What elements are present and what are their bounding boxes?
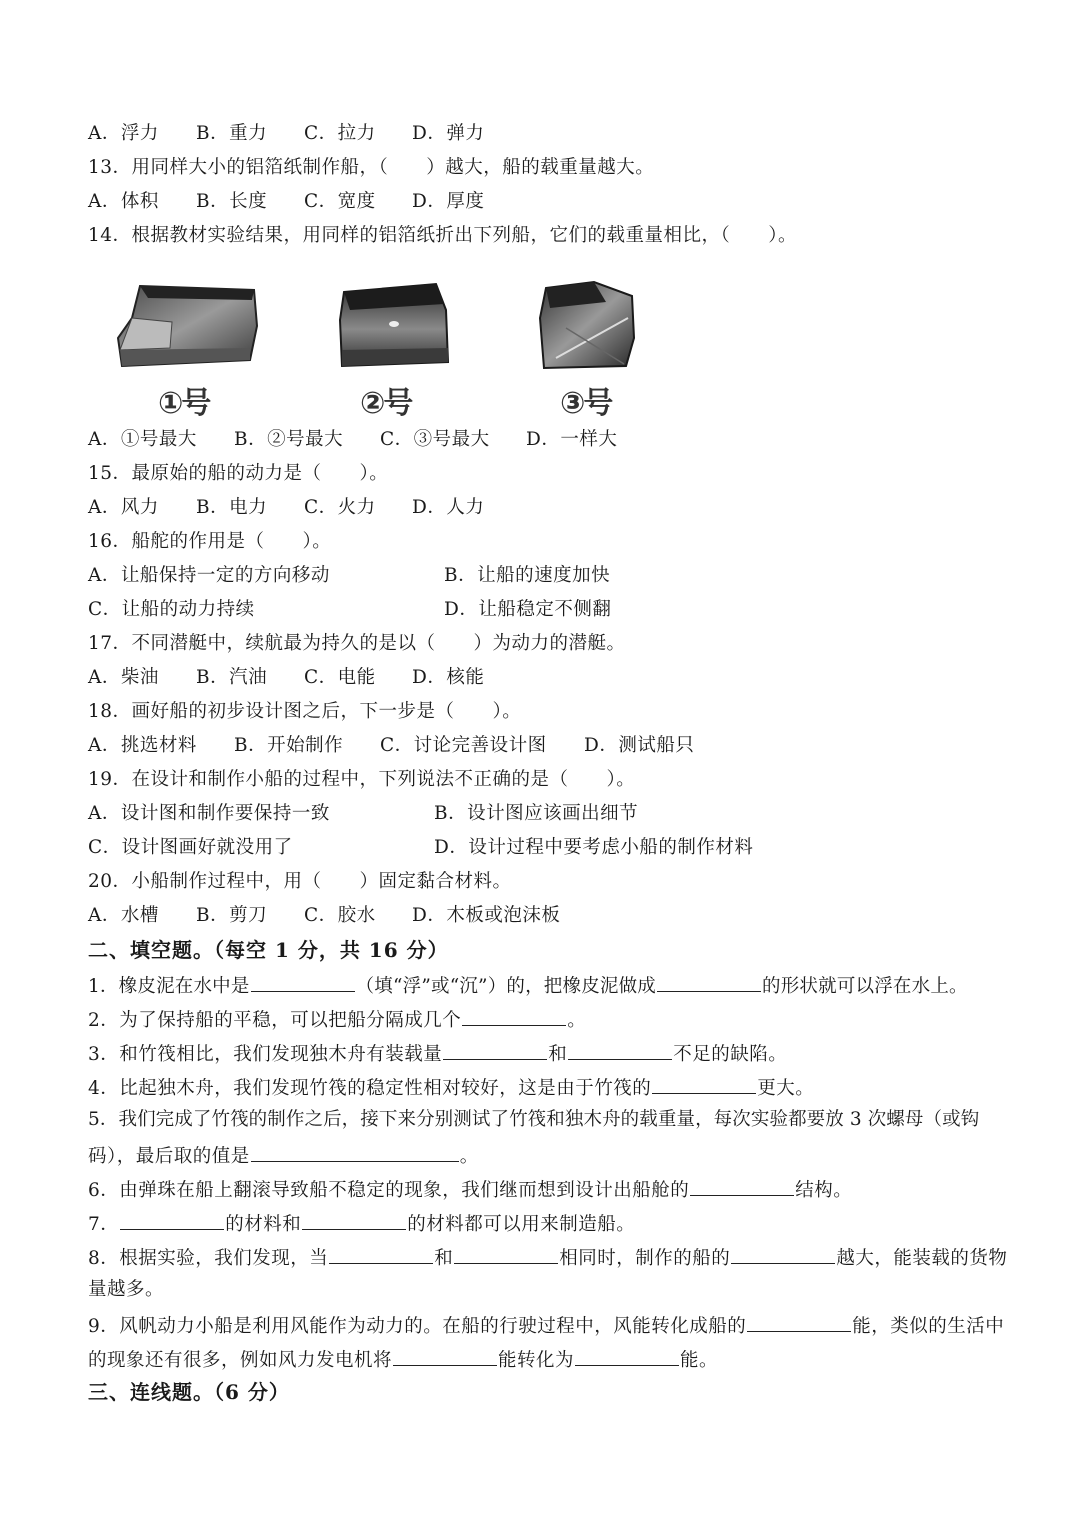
q18-option-a[interactable]: A．挑选材料 xyxy=(88,735,197,756)
q12-option-c[interactable]: C．拉力 xyxy=(304,123,376,144)
fill-9-text-e: 能。 xyxy=(680,1350,719,1371)
q18-option-b[interactable]: B．开始制作 xyxy=(234,735,344,756)
q17-option-b[interactable]: B．汽油 xyxy=(196,667,268,688)
fill-9-blank-3[interactable] xyxy=(575,1345,679,1366)
q13-option-c[interactable]: C．宽度 xyxy=(304,191,376,212)
fill-2-text-b: 。 xyxy=(567,1010,587,1031)
q15-option-d[interactable]: D．人力 xyxy=(412,497,485,518)
fill-8-text-a: 8．根据实验，我们发现，当 xyxy=(88,1248,329,1269)
q13-stem: 13．用同样大小的铝箔纸制作船，（ ）越大，船的载重量越大。 xyxy=(88,157,655,178)
fill-1-text-b: （填“浮”或“沉”）的，把橡皮泥做成 xyxy=(355,976,657,997)
fill-6 xyxy=(88,1175,852,1204)
q19-stem: 19．在设计和制作小船的过程中，下列说法不正确的是（ ）。 xyxy=(88,769,636,790)
fill-9-blank-1[interactable] xyxy=(747,1311,851,1332)
q14-option-b[interactable]: B．②号最大 xyxy=(234,429,344,450)
fill-4 xyxy=(88,1073,814,1102)
q16-option-c[interactable]: C．让船的动力持续 xyxy=(88,599,255,620)
q13-option-d[interactable]: D．厚度 xyxy=(412,191,485,212)
fill-9-text-a: 9．风帆动力小船是利用风能作为动力的。在船的行驶过程中，风能转化成船的 xyxy=(88,1316,747,1337)
fill-1-blank-2[interactable] xyxy=(657,971,761,992)
q12-option-d[interactable]: D．弹力 xyxy=(412,123,485,144)
fill-5-line-1: 5．我们完成了竹筏的制作之后，接下来分别测试了竹筏和独木舟的载重量，每次实验都要放 3 次螺母（或钩 xyxy=(88,1109,980,1130)
q14-option-c[interactable]: C．③号最大 xyxy=(380,429,490,450)
section-2-title: 二、填空题。（每空 1 分，共 16 分） xyxy=(88,938,449,962)
fill-9-blank-2[interactable] xyxy=(393,1345,497,1366)
fill-8-blank-3[interactable] xyxy=(731,1243,835,1264)
q19-option-c[interactable]: C．设计图画好就没用了 xyxy=(88,837,293,858)
fill-8-text-c: 相同时，制作的船的 xyxy=(559,1248,731,1269)
fill-7-text-a: 7． xyxy=(88,1214,120,1235)
fill-3-blank-1[interactable] xyxy=(443,1039,547,1060)
fill-3-blank-2[interactable] xyxy=(568,1039,672,1060)
fill-9-text-b: 能，类似的生活中 xyxy=(852,1316,1005,1337)
fill-7 xyxy=(88,1209,635,1238)
fill-2-text-a: 2．为了保持船的平稳，可以把船分隔成几个 xyxy=(88,1010,462,1031)
fill-6-text-a: 6．由弹珠在船上翻滚导致船不稳定的现象，我们继而想到设计出船舱的 xyxy=(88,1180,690,1201)
fill-5-blank-1[interactable] xyxy=(251,1141,459,1162)
q19-option-a[interactable]: A．设计图和制作要保持一致 xyxy=(88,803,330,824)
q17-option-c[interactable]: C．电能 xyxy=(304,667,376,688)
q18-stem: 18．画好船的初步设计图之后，下一步是（ ）。 xyxy=(88,701,522,722)
fill-8-text-b: 和 xyxy=(434,1248,454,1269)
fill-9-text-d: 能转化为 xyxy=(498,1350,575,1371)
q15-stem: 15．最原始的船的动力是（ ）。 xyxy=(88,463,389,484)
q15-option-a[interactable]: A．风力 xyxy=(88,497,159,518)
fill-4-text-a: 4．比起独木舟，我们发现竹筏的稳定性相对较好，这是由于竹筏的 xyxy=(88,1078,652,1099)
q19-option-d[interactable]: D．设计过程中要考虑小船的制作材料 xyxy=(434,837,754,858)
fill-8-blank-2[interactable] xyxy=(454,1243,558,1264)
q17-option-d[interactable]: D．核能 xyxy=(412,667,485,688)
fill-9-text-c: 的现象还有很多，例如风力发电机将 xyxy=(88,1350,393,1371)
q13-option-b[interactable]: B．长度 xyxy=(196,191,268,212)
boat-2-figure xyxy=(336,280,451,372)
q14-stem: 14．根据教材实验结果，用同样的铝箔纸折出下列船，它们的载重量相比，（ ）。 xyxy=(88,225,798,246)
fill-3 xyxy=(88,1039,787,1068)
q14-option-a[interactable]: A．①号最大 xyxy=(88,429,197,450)
q15-option-b[interactable]: B．电力 xyxy=(196,497,268,518)
q20-stem: 20．小船制作过程中，用（ ）固定黏合材料。 xyxy=(88,871,512,892)
fill-5-text-b: 码），最后取的值是 xyxy=(88,1146,250,1167)
section-3-title: 三、连线题。（6 分） xyxy=(88,1380,290,1404)
fill-5-line-2 xyxy=(88,1141,479,1170)
q19-option-b[interactable]: B．设计图应该画出细节 xyxy=(434,803,639,824)
q18-option-d[interactable]: D．测试船只 xyxy=(584,735,695,756)
boat-1-label: ①号 xyxy=(158,386,210,421)
fill-3-text-a: 3．和竹筏相比，我们发现独木舟有装载量 xyxy=(88,1044,443,1065)
fill-1 xyxy=(88,971,968,1000)
q16-option-d[interactable]: D．让船稳定不侧翻 xyxy=(444,599,612,620)
q18-option-c[interactable]: C．讨论完善设计图 xyxy=(380,735,547,756)
fill-5-text-c: 。 xyxy=(459,1146,479,1167)
fill-7-text-b: 的材料和 xyxy=(225,1214,302,1235)
fill-8-blank-1[interactable] xyxy=(329,1243,433,1264)
fill-4-blank-1[interactable] xyxy=(652,1073,756,1094)
q20-option-b[interactable]: B．剪刀 xyxy=(196,905,268,926)
q17-stem: 17．不同潜艇中，续航最为持久的是以（ ）为动力的潜艇。 xyxy=(88,633,626,654)
fill-3-text-b: 和 xyxy=(548,1044,568,1065)
q16-option-b[interactable]: B．让船的速度加快 xyxy=(444,565,611,586)
fill-4-text-b: 更大。 xyxy=(757,1078,815,1099)
fill-8-text-d: 越大，能装载的货物 xyxy=(836,1248,1008,1269)
q17-option-a[interactable]: A．柴油 xyxy=(88,667,159,688)
q16-option-a[interactable]: A．让船保持一定的方向移动 xyxy=(88,565,330,586)
q20-option-d[interactable]: D．木板或泡沫板 xyxy=(412,905,561,926)
boat-3-label: ③号 xyxy=(560,386,612,421)
fill-8-line-2: 量越多。 xyxy=(88,1279,165,1300)
fill-7-blank-1[interactable] xyxy=(120,1209,224,1230)
fill-1-text-c: 的形状就可以浮在水上。 xyxy=(762,976,968,997)
q20-option-a[interactable]: A．水槽 xyxy=(88,905,159,926)
fill-7-blank-2[interactable] xyxy=(302,1209,406,1230)
fill-7-text-c: 的材料都可以用来制造船。 xyxy=(407,1214,636,1235)
fill-2-blank-1[interactable] xyxy=(462,1005,566,1026)
q12-option-b[interactable]: B．重力 xyxy=(196,123,268,144)
fill-1-blank-1[interactable] xyxy=(251,971,355,992)
fill-6-blank-1[interactable] xyxy=(690,1175,794,1196)
fill-6-text-b: 结构。 xyxy=(795,1180,853,1201)
boat-2-label: ②号 xyxy=(360,386,412,421)
boat-1-figure xyxy=(112,278,262,373)
fill-9-line-1 xyxy=(88,1311,1004,1340)
fill-1-text-a: 1．橡皮泥在水中是 xyxy=(88,976,250,997)
fill-8-line-1 xyxy=(88,1243,1007,1272)
fill-2 xyxy=(88,1005,586,1034)
q15-option-c[interactable]: C．火力 xyxy=(304,497,376,518)
q13-option-a[interactable]: A．体积 xyxy=(88,191,159,212)
boat-3-figure xyxy=(536,278,640,374)
fill-3-text-c: 不足的缺陷。 xyxy=(673,1044,788,1065)
q16-stem: 16．船舵的作用是（ ）。 xyxy=(88,531,332,552)
q20-option-c[interactable]: C．胶水 xyxy=(304,905,376,926)
fill-9-line-2 xyxy=(88,1345,718,1374)
q14-option-d[interactable]: D．一样大 xyxy=(526,429,618,450)
q12-option-a[interactable]: A．浮力 xyxy=(88,123,159,144)
